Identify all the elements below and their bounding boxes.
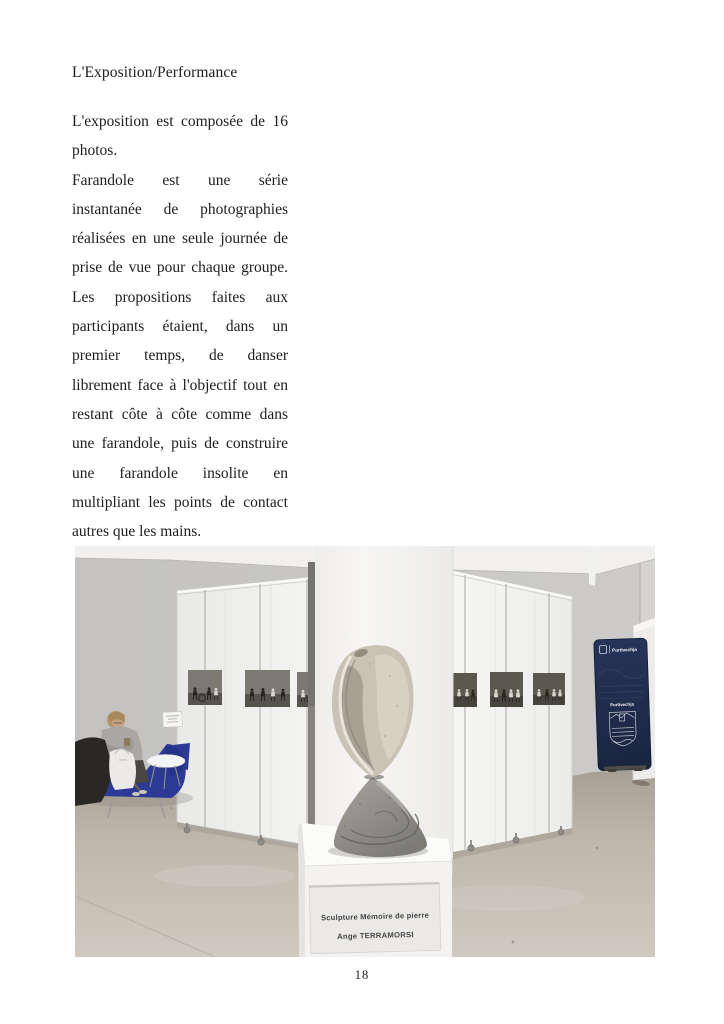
- wall-sign: [163, 712, 183, 728]
- body-text: [72, 107, 288, 546]
- page-title: [72, 62, 332, 84]
- exhibition-photo: [75, 546, 655, 957]
- photo-print: [490, 672, 523, 707]
- photo-print: [188, 670, 222, 705]
- page-number: 18: [354, 968, 370, 982]
- display-unit-right: [453, 572, 572, 859]
- paragraph-2: Farandole est une série instantanée de photographies réalisées en une seule journée de prise de vue pour chaque groupe. Les propositions faites aux participants étaient, dans un premier temps, de danser librement face à l'objectif tout en restant côte à côte comme dans une farandole, puis de construire une farandole insolite en multipliant les points de contact autres que les mains.: [72, 171, 288, 541]
- svg-text:Ange TERRAMORSI: Ange TERRAMORSI: [337, 929, 414, 941]
- photo-print: [453, 673, 477, 707]
- photo-print: [245, 670, 290, 707]
- svg-text:Portivechja: Portivechja: [612, 646, 637, 653]
- svg-text:Sculpture Mémoire de pierre: Sculpture Mémoire de pierre: [320, 910, 430, 923]
- pedestal-label: [309, 882, 441, 953]
- rollup-banner: [594, 638, 652, 772]
- svg-text:Portivechja: Portivechja: [610, 701, 634, 708]
- paragraph-1: L'exposition est composée de 16 photos.: [72, 113, 288, 160]
- photo-print: [533, 673, 565, 705]
- display-unit-left: [177, 578, 315, 852]
- handbag: [109, 749, 136, 790]
- floor-reflection: [155, 865, 295, 887]
- page-title-text: L'Exposition/Performance: [72, 64, 238, 81]
